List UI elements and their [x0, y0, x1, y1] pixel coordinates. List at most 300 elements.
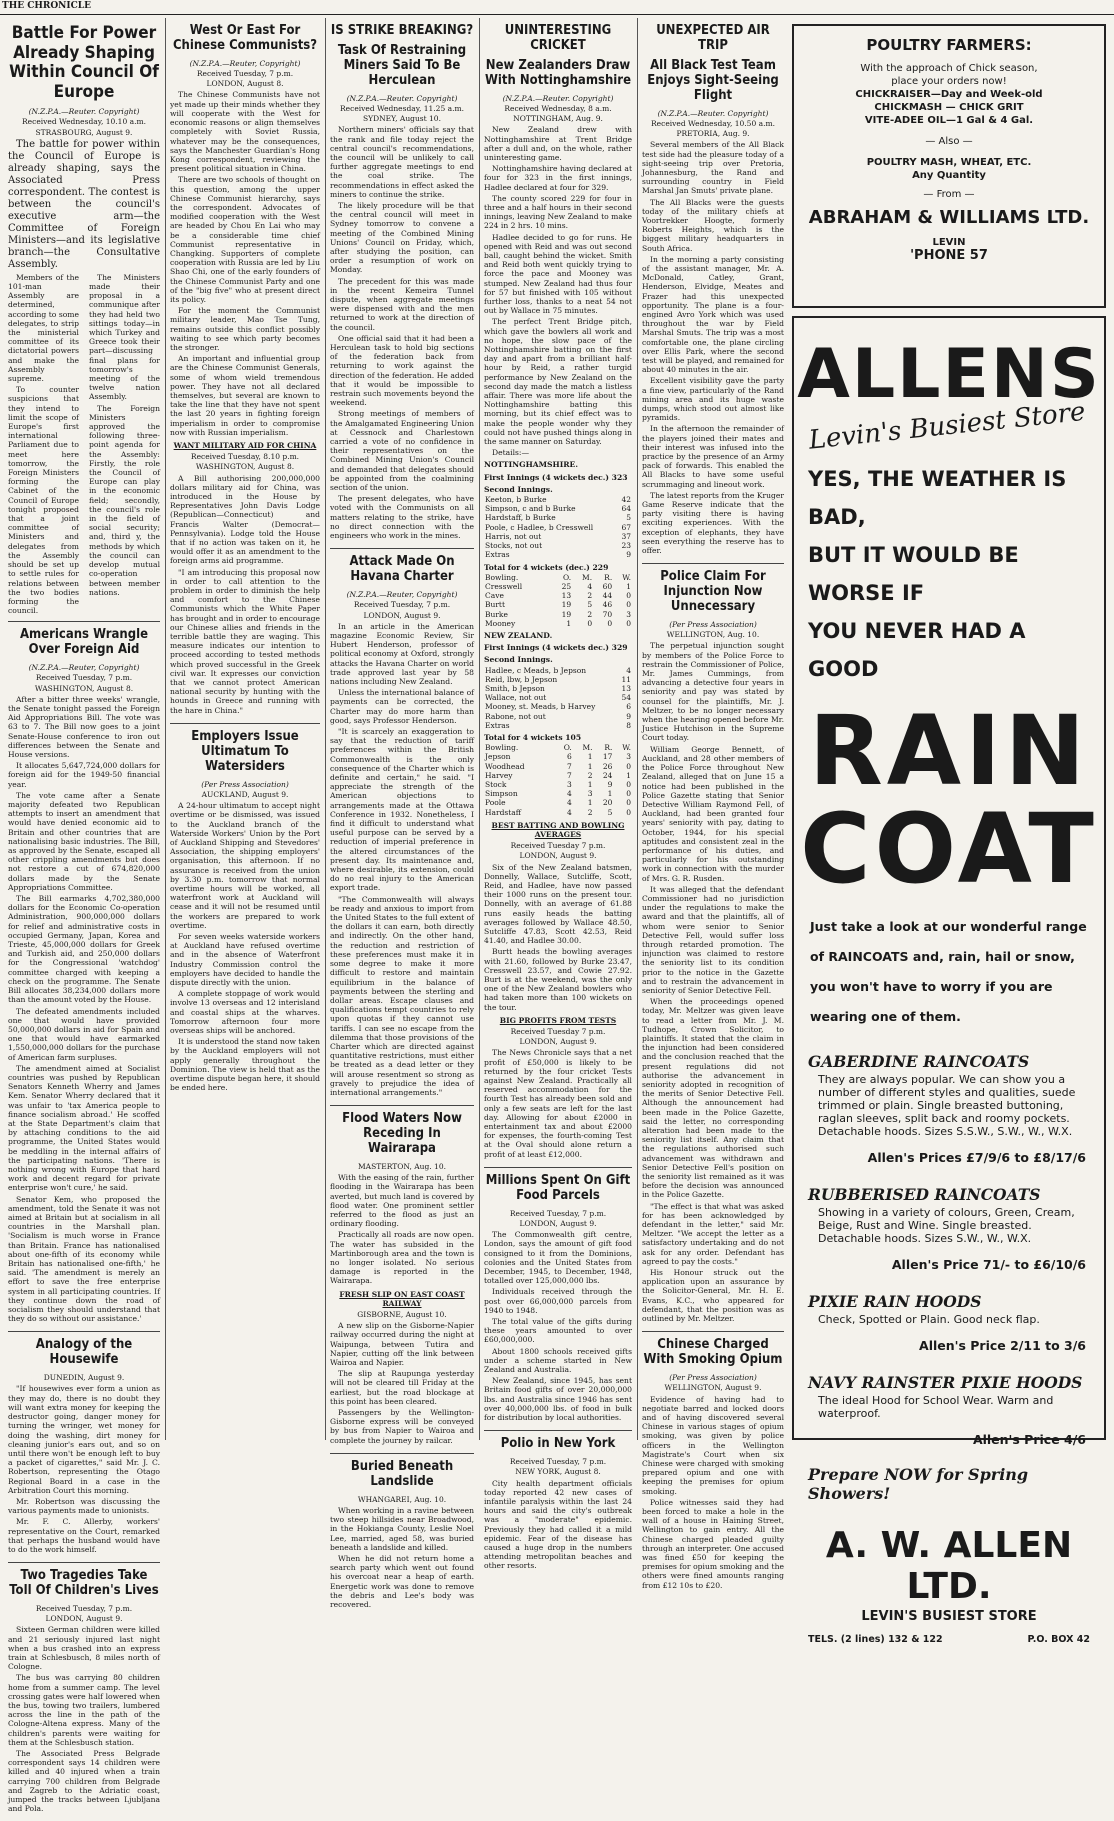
story-paragraph: Several members of the All Black test side had the pleasure today of a sight-seeing trip over Pretoria, Johannesburg, the Rand and surrounding country in Field Marshal Jan Smuts' private plane.	[642, 140, 784, 196]
allens-brand: ALLENS	[797, 335, 1101, 414]
story-paragraph: Police witnesses said they had been forced to make a hole in the wall of a house in Haining Street, Wellington to gain entry. All the Chinese charged pleaded guilty through an interpreter. One accused was fined £50 for keeping the premises for opium smoking and the others were fined amounts ranging from £12 10s to £20.	[642, 1497, 784, 1590]
batsman: Rabone, not out	[485, 711, 546, 721]
story-paragraph: The Chinese Communists have not yet made up their minds whether they will cooperate with the West for economic reasons or align themselves completely with Soviet Russia, whatever may be the consequences, says the Manchester Guardian's Hong Kong correspondent, reviewing the present political situation in China.	[170, 90, 320, 174]
story-headline: All Black Test Team Enjoys Sight-Seeing Flight	[647, 57, 779, 103]
ad-also: — Also —	[925, 136, 973, 147]
news-story	[484, 1168, 632, 1431]
column-rule	[325, 18, 326, 1440]
news-story	[642, 1332, 784, 1598]
bowling-figure: 7	[567, 770, 572, 780]
bowling-figure: 0	[626, 779, 631, 789]
story-paragraph: The likely procedure will be that the central council will meet in Sydney tomorrow to convene a meeting of the Combined Mining Unions' Council on Friday, which, after studying the position, can order a resumption of work on Monday.	[330, 200, 474, 275]
story-headline: Chinese Charged With Smoking Opium	[643, 1337, 783, 1368]
ad-po-box: P.O. BOX 42	[1027, 1634, 1090, 1645]
bowling-figure: 0	[626, 618, 631, 628]
bowling-figure: 4	[567, 807, 572, 817]
bowling-row	[484, 619, 632, 628]
news-story	[642, 564, 784, 1332]
column-3	[330, 18, 474, 1609]
batsman: Keeton, b Burke	[485, 495, 547, 505]
story-received: Received Tuesday, 7 p.m.	[509, 1457, 607, 1467]
story-paragraph: Burtt heads the bowling averages with 21.60, followed by Burke 23.47, Cresswell 23.57, and Cowie 27.92. Burt is at the weekend, was the only one of the New Zealand bowlers who had taken more than 100 wickets on the tour.	[484, 947, 632, 1012]
product-name: PIXIE RAIN HOODS	[808, 1292, 982, 1311]
bowling-figure: 1	[587, 798, 593, 808]
product-description: They are always popular. We can show you a number of different styles and qualities, suede trimmed or plain. Single breasted buttoning, raglan sleeves, split back and roomy pockets. Detachable hoods. Sizes S.S.W., S.W., W., W.X.	[818, 1073, 1076, 1138]
news-story	[8, 622, 160, 1332]
story-kicker: UNEXPECTED AIR TRIP	[656, 23, 770, 53]
column-5	[642, 18, 784, 1590]
runs: 64	[621, 504, 631, 514]
story-paragraph: "It is scarcely an exaggeration to say that the reduction of tariff preferences within the British Commonwealth is the only consequence of the Charter which is definite and certain," he said. "I appreciate the strength of the American objections to arrangements made at the Ottawa Conference in 1932. Nonetheless, I find it difficult to understand what useful purpose can be served by a reduction of imperial preference in the altered circumstances of the present day. Its maintenance and, where desirable, its extension, could do no real injury to the American export trade.	[330, 727, 474, 893]
story-credit: (N.Z.P.A.—Reuter, Copyright)	[28, 663, 140, 673]
story-paragraph: It allocates 5,647,724,000 dollars for foreign aid for the 1949-50 financial year.	[8, 761, 160, 789]
batting-row	[484, 712, 632, 721]
bowler: Mooney	[485, 618, 516, 628]
batting-row	[484, 523, 632, 532]
story-paragraph: The perfect Trent Bridge pitch, which gave the bowlers all work and no hope, the slow pace of the Nottinghamshire batting on the first day and apart from a brilliant half-hour by Reid, a rather turgid performance by New Zealand on the second day made the match a listless affair. There was more life about the Nottinghamshire batting this morning, but its chief effect was to make the people wonder why they could not have pushed things along in the same manner on Saturday.	[484, 317, 632, 447]
bowling-table	[484, 573, 632, 628]
story-paragraph: It was alleged that the defendant Commissioner had no jurisdiction under the regulations to make the award and that the plaintiffs, all of whom were senior to Senior Detective Fell, would suffer loss through retarded promotion. The injunction was claimed to restore the seniority list to its condition prior to the notice in the Gazette and to restrain the advancement in seniority of Senior Detective Fell.	[642, 884, 784, 995]
runs: 37	[621, 531, 631, 541]
story-credit: (N.Z.P.A.—Reuter, Copyright)	[189, 58, 301, 68]
news-story	[484, 18, 632, 1168]
ad-headline-line: BUT IT WOULD BE WORSE IF	[808, 543, 1019, 605]
story-headline: Flood Waters Now Receding In Wairarapa	[342, 1111, 462, 1157]
story-paragraph: With the easing of the rain, further flooding in the Wairarapa has been averted, but much land is covered by flood water. One prominent settler referred to the flood as just an ordinary flooding.	[330, 1173, 474, 1229]
story-dateline: WELLINGTON, Aug. 10.	[666, 630, 760, 640]
scorecard-total: Total for 4 wickets 105	[484, 732, 582, 742]
story-paragraph: When the proceedings opened today, Mr. Meltzer was given leave to read a letter from Mr. J. M. Tudhope, Crown Solicitor, to plaintiffs. It stated that the claim in the injunction had been considered and the conclusion reached that the present regulations did not authorise the advancement in seniority adopted in recognition of the merits of Senior Detective Fell. Although the announcement had been made in the Police Gazette, said the letter, no corresponding alteration had been made to the seniority list itself. Any claim that the regulations authorised such advancement was withdrawn and Senior Detective Fell's position on the seniority list remained as it was before the decision was announced in the Police Gazette.	[642, 997, 784, 1200]
story-paragraph: His Honour struck out the application upon an assurance by the Solicitor-General, Mr. H. E. Evans, K.C., who appeared for defendant, that the position was as outlined by Mr. Meltzer.	[642, 1268, 784, 1324]
bowling-row	[484, 610, 632, 619]
ad-line: With the approach of Chick season,	[860, 63, 1038, 74]
bowling-row	[484, 789, 632, 798]
bowling-header-cell: M.	[582, 743, 593, 753]
story-headline: Millions Spent On Gift Food Parcels	[485, 1172, 631, 1203]
ad-busiest-store: LEVIN'S BUSIEST STORE	[861, 1609, 1037, 1624]
story-paragraph: The total value of the gifts during these years amounted to over £60,000,000.	[484, 1317, 632, 1345]
allens-tagline: Levin's Busiest Store	[807, 396, 1087, 456]
batting-row	[484, 504, 632, 513]
story-paragraph: The Associated Press Belgrade correspondent says 14 children were killed and 40 injured when a train carrying 700 children from Belgrade and Zagreb to the Adriatic coast, jumped the tracks between Ljubljana and Pola.	[8, 1749, 160, 1814]
runs: 8	[626, 720, 631, 730]
bowling-figure: 20	[602, 798, 613, 808]
story-dateline: LONDON, August 9.	[45, 1614, 123, 1624]
story-paragraph: A complete stoppage of work would involve 13 overseas and 12 interisland and coastal ships at the wharves. Tomorrow afternoon four more overseas ships will be anchored.	[170, 989, 320, 1035]
story-received: Received Wednesday, 8 a.m.	[504, 103, 612, 113]
story-received: Received Wednesday, 10.10 a.m.	[22, 117, 146, 127]
news-story	[170, 18, 320, 724]
story-paragraph: Hadlee decided to go for runs. He opened with Reid and was out second ball, caught behind the wicket. Smith and Reid both went quickly trying to force the pace and Mooney was stumped. New Zealand had thus four for 57 but finished with 105 without further loss, thanks to a neat 54 not out by Wallace in 75 minutes.	[484, 232, 632, 316]
story-dateline: STRASBOURG, August 9.	[35, 127, 133, 137]
product-price: Allen's Price 4/6	[972, 1432, 1086, 1447]
bowling-row	[484, 600, 632, 609]
bowler: Harvey	[485, 770, 513, 780]
story-paragraph: An important and influential group are the Chinese Communist Generals, some of whom wield tremendous power. They have not all declared themselves, but several are known to take the line that they have not spent the last 20 years in fighting foreign imperialism in order to compromise now with Russian imperialism.	[170, 354, 320, 437]
ad-line: CHICKMASH — CHICK GRIT	[874, 102, 1024, 113]
bowling-figure: 3	[567, 779, 572, 789]
story-dateline: WASHINGTON, August 8.	[195, 462, 295, 472]
story-received: Received Tuesday, 7 p.m.	[509, 1208, 607, 1218]
bowling-figure: 0	[587, 618, 593, 628]
bowling-figure: 46	[602, 600, 613, 610]
story-kicker: IS STRIKE BREAKING?	[330, 23, 474, 38]
bowling-figure: 1	[587, 752, 593, 762]
product-price: Allen's Price 2/11 to 3/6	[919, 1338, 1086, 1353]
news-story	[330, 18, 474, 549]
story-headline: New Zealanders Draw With Nottinghamshire	[484, 57, 632, 88]
masthead: THE CHRONICLE	[2, 1, 91, 11]
bowler: Poole	[485, 798, 506, 808]
story-paragraph: There are two schools of thought on this question, among the upper Chinese Communist hierarchy, says the correspondent. Advocates of modified cooperation with the West are headed by Chou En Lai who may be a considerable time chief Communist representative in Changking. Supporters of complete cooperation with Russia are led by Liu Shao Chi, one of the early founders of the Chinese Communist Party and one of the "big five" who at present direct its policy.	[170, 175, 320, 304]
bowling-figure: 4	[567, 789, 572, 799]
story-headline: Task Of Restraining Miners Said To Be Herculean	[337, 42, 467, 88]
batting-table	[484, 495, 632, 559]
bowling-header	[484, 743, 632, 752]
bowling-figure: 7	[567, 761, 572, 771]
news-story	[170, 724, 320, 1101]
story-dateline: LONDON, August 9.	[519, 851, 597, 861]
bowler: Hardstaff	[485, 807, 522, 817]
batsman: Extras	[485, 550, 510, 560]
ad-from: — From —	[923, 189, 975, 200]
story-credit: (N.Z.P.A.—Reuter. Copyright)	[502, 93, 614, 103]
batting-row	[484, 675, 632, 684]
bowling-figure: 44	[602, 591, 613, 601]
bowler: Cresswell	[485, 581, 523, 591]
story-paragraph: About 1800 schools received gifts under a scheme started in New Zealand and Australia.	[484, 1346, 632, 1375]
news-story	[8, 1332, 160, 1563]
bowling-figure: 1	[626, 770, 631, 780]
runs: 9	[626, 711, 631, 721]
bowler: Stock	[485, 779, 507, 789]
story-paragraph: Strong meetings of members of the Amalgamated Engineering Union at Cessnock and Charlestown carried a vote of no confidence in their representatives on the Combined Mining Union's Council and demanded that delegates should be appointed from the coalmining section of the union.	[330, 409, 474, 493]
story-paragraph: Members of the 101-man Assembly are determined, according to some delegates, to strip the ministerial committee of its dictatorial powers and make the Assembly supreme.	[8, 272, 79, 384]
batting-table	[484, 666, 632, 730]
story-credit: (Per Press Association)	[669, 620, 757, 630]
bowling-header-cell: W.	[622, 572, 631, 582]
story-headline: Battle For Power Already Shaping Within Council Of Europe	[9, 23, 159, 102]
bowler: Burke	[485, 609, 508, 619]
ad-firm-name: ABRAHAM & WILLIAMS LTD.	[808, 207, 1090, 228]
story-paragraph: Mr. F. C. Allerby, workers' representative on the Court, remarked that perhaps the husband would have to do the work himself.	[8, 1517, 160, 1554]
batsman: Smith, b Jepson	[485, 683, 545, 693]
bowling-header-cell: W.	[622, 743, 631, 753]
bowling-figure: 60	[602, 581, 613, 591]
bowling-figure: 26	[602, 761, 613, 771]
bowling-row	[484, 808, 632, 817]
batting-row	[484, 684, 632, 693]
bowling-figure: 4	[567, 798, 572, 808]
scorecard-total: Total for 4 wickets (dec.) 229	[484, 562, 609, 572]
story-received: Received Tuesday, 8.10 p.m.	[190, 452, 300, 462]
batsman: Hadlee, c Meads, b Jepson	[485, 665, 587, 675]
batsman: Wallace, not out	[485, 693, 547, 703]
batsman: Harris, not out	[485, 531, 542, 541]
story-received: Received Tuesday 7 p.m.	[510, 841, 606, 851]
ad-coat-word: COAT	[800, 793, 1098, 905]
bowling-figure: 24	[602, 770, 613, 780]
scorecard-innings: First Innings (4 wickets dec.) 329	[484, 643, 628, 653]
news-story	[330, 549, 474, 1106]
story-dateline: LONDON, August 9.	[519, 1218, 597, 1228]
story-paragraph: A new slip on the Gisborne-Napier railway occurred during the night at Waipunga, between Tutira and Napier, cutting off the link between Wairoa and Napier.	[330, 1321, 474, 1368]
story-paragraph: The slip at Raupunga yesterday will not be cleared till Friday at the earliest, but the road blockage at this point has been cleared.	[330, 1369, 474, 1406]
story-dateline: LONDON, August 9.	[519, 1037, 597, 1047]
poultry-advert	[792, 24, 1106, 308]
story-dateline: SYDNEY, August 10.	[363, 114, 441, 124]
story-dateline: LONDON, August 9.	[363, 610, 441, 620]
runs: 5	[626, 513, 631, 523]
ad-line: Any Quantity	[912, 170, 986, 181]
scorecard-innings: Second Innings.	[484, 655, 553, 665]
bowling-figure: 5	[587, 600, 593, 610]
story-paragraph: In an article in the American magazine Economic Review, Sir Hubert Henderson, professor of political economy at Oxford, strongly attacks the Havana Charter on world trade approved last year by 58 nations including New Zealand.	[330, 621, 474, 686]
story-credit: (Per Press Association)	[669, 1373, 757, 1383]
story-subheading: BIG PROFITS FROM TESTS	[499, 1015, 617, 1025]
ad-line: CHICKRAISER—Day and Week-old	[855, 89, 1043, 100]
bowling-figure: 0	[626, 798, 631, 808]
bowling-header-cell: O.	[563, 743, 572, 753]
allens-advert	[792, 316, 1106, 1645]
story-paragraph: Sixteen German children were killed and 21 seriously injured last night when a bus crashed into an express train at Schlesbusch, 8 miles north of Cologne.	[8, 1625, 160, 1672]
story-received: Received Wednesday, 11.25 a.m.	[340, 103, 464, 113]
story-subheading: WANT MILITARY AID FOR CHINA	[173, 441, 317, 450]
bowling-figure: 0	[626, 591, 631, 601]
story-paragraph: When he did not return home a search party which went out found his overcoat near a heap of earth. Energetic work was done to remove the debris and Lee's body was recovered.	[330, 1553, 474, 1609]
story-paragraph: The Ministers made their proposal in a communique after they had held two sittings today—in which Turkey and Greece took their part—discussing final plans for tomorrow's meeting of the twelve nation Assembly.	[89, 272, 160, 402]
ad-headline-line: YOU NEVER HAD A GOOD	[808, 619, 1026, 681]
story-dateline: WELLINGTON, August 9.	[664, 1383, 762, 1393]
ad-body-text: Just take a look at our wonderful range of RAINCOATS and, rain, hail or snow, you won't have to worry if you are wearing one of them.	[810, 919, 1087, 1024]
column-1	[8, 18, 160, 1814]
bowling-header-cell: O.	[563, 572, 572, 582]
story-received: Received Tuesday, 7 p.m.	[196, 69, 294, 79]
runs: 6	[626, 702, 631, 712]
story-paragraph: When working in a ravine between two steep hillsides near Broadwood, in the Hokianga County, Leslie Noel Lee, married, aged 58, was buried beneath a landslide and killed.	[330, 1505, 474, 1552]
story-subheading: BEST BATTING AND BOWLING AVERAGES	[491, 820, 625, 839]
masthead-bar	[0, 0, 1114, 15]
story-dateline: LONDON, August 8.	[206, 79, 284, 89]
story-paragraph: The Foreign Ministers approved the following three-point agenda for the Assembly: Firstly, the role the Council of Europe can play in the economic field; secondly, the council's role in the field of social security; and, third y, the methods by which the council can develop mutual co-operation between member nations.	[89, 403, 160, 597]
runs: 13	[621, 683, 631, 693]
news-story	[484, 1431, 632, 1578]
bowling-figure: 3	[587, 789, 593, 799]
ad-line: place your orders now!	[891, 76, 1007, 87]
story-dateline: MASTERTON, Aug. 10.	[358, 1161, 446, 1171]
story-paragraph: The bus was carrying 80 children home from a summer camp. The level crossing gates were half lowered when the bus, towing two trailers, lumbered across the line in the path of the Cologne-Altena express. Many of the children's parents were waiting for them at the Schlesbusch station.	[8, 1673, 160, 1747]
story-paragraph: A Bill authorising 200,000,000 dollars military aid for China, was introduced in the House by Representatives John Davis Lodge (Republican—Connecticut) and Francis Walter (Democrat—Pennsylvania). Lodge told the House that if no action was taken on it, he would offer it as an amendment to the foreign arms aid programme.	[170, 473, 320, 566]
story-paragraph: To counter suspicions that they intend to limit the scope of Europe's first international Parliament due to meet here tomorrow, the Foreign Ministers forming the Cabinet of the Council of Europe tonight proposed that a joint committee of Ministers and delegates from the Assembly should be set up to settle rules for relations between the two bodies forming the council.	[8, 385, 79, 616]
story-paragraph: Details:—	[492, 448, 530, 458]
bowler: Burtt	[485, 600, 505, 610]
bowling-figure: 4	[587, 581, 593, 591]
ad-phone: 'PHONE 57	[910, 248, 988, 263]
bowling-figure: 2	[587, 591, 593, 601]
story-paragraph: The Commonwealth gift centre, London, says the amount of gift food consigned to it from the Dominions, colonies and the United States from December, 1945, to December, 1948, totalled over 125,000,000 lbs.	[484, 1230, 632, 1286]
story-credit: (N.Z.P.A.—Reuter. Copyright)	[28, 107, 140, 117]
story-paragraph: For seven weeks waterside workers at Auckland have refused overtime and in the absence of Waterfront Industry Commission control the employers have decided to handle the dispute directly with the union.	[170, 931, 320, 987]
product-name: NAVY RAINSTER PIXIE HOODS	[808, 1373, 1083, 1392]
story-dateline: NEW YORK, August 8.	[515, 1467, 601, 1477]
scorecard-innings: Second Innings.	[484, 484, 553, 494]
story-headline: Attack Made On Havana Charter	[349, 554, 455, 585]
story-paragraph: "The Commonwealth will always be ready and anxious to import from the United States to the full extent of the dollars it can earn, both directly and indirectly. On the other hand, the reduction and restriction of these preferences must make it in some degree to make it more difficult to restore and maintain equilibrium in the balance of payments between the sterling and dollar areas. Escape clauses and qualifications tempt countries to rely upon quotas if they cannot use tariffs. I can see no escape from the dilemma that those provisions of the Charter which are directed against quantitative restrictions, must either be treated as a dead letter or they will arouse resentment so strong as gravely to prejudice the idea of international arrangements."	[330, 894, 474, 1097]
batting-row	[484, 666, 632, 675]
bowling-header-cell: Bowling.	[485, 572, 519, 582]
batsman: Hardstaff, b Burke	[485, 513, 556, 523]
story-credit: (N.Z.P.A.—Reuter. Copyright)	[657, 108, 769, 118]
ad-town: LEVIN	[932, 237, 966, 248]
story-headline: Buried Beneath Landslide	[350, 1458, 454, 1489]
bowling-header-cell: M.	[582, 572, 593, 582]
bowling-figure: 19	[561, 609, 572, 619]
runs: 4	[626, 665, 631, 675]
column-rule	[479, 18, 480, 1440]
bowling-figure: 19	[561, 600, 572, 610]
bowling-figure: 0	[626, 789, 631, 799]
bowling-row	[484, 591, 632, 600]
story-paragraph: William George Bennett, of Auckland, and 28 other members of the Police Force throughout New Zealand, alleged that on June 15 a notice had been published in the Police Gazette stating that Senior Detective William Raymond Fell, of Auckland, had been granted four years' seniority with pay, dating to October, 1944, for his special aptitudes and consistent zeal in the performance of his duties, and particularly for his outstanding work in connection with the murder of Mrs. G. R. Rusden.	[642, 744, 784, 883]
story-kicker: UNINTERESTING CRICKET	[504, 23, 612, 53]
batsman: Stocks, not out	[485, 541, 543, 551]
story-dateline: AUCKLAND, August 9.	[201, 789, 289, 799]
story-subheading: FRESH SLIP ON EAST COAST RAILWAY	[339, 1289, 465, 1308]
story-paragraph: Senator Kem, who proposed the amendment, told the Senate it was not aimed at Britain but at socialism in all countries in the Marshall plan. 'Socialism is much worse in France than Britain. France has nationalised about one-fifth of its economy while Britain has nationalised one-fifth,' he said. 'The amendment is merely an effort to save the free enterprise system in all participating countries. If they continue down the road of socialism they should understand that they do so without our assistance.'	[8, 1194, 160, 1324]
batting-row	[484, 702, 632, 711]
ad-headline-line: YES, THE WEATHER IS BAD,	[808, 467, 1067, 529]
column-2	[170, 18, 320, 1442]
story-paragraph: The latest reports from the Kruger Game Reserve indicate that the party visiting there is having exciting experiences. With the exception of elephants, they have seen everything the reserve has to offer.	[642, 490, 784, 556]
story-paragraph: The Bill earmarks 4,702,380,000 dollars for the Economic Co-operation Administration, 900,000,000 dollars for relief and administrative costs in occupied Germany, Japan, Korea and Trieste, 45,000,000 dollars for Greek and Turkish aid, and 250,000 dollars for the Congressional 'watchdog' committee charged with keeping a check on the programme. The Senate Bill allocates 38,234,000 dollars more than the amount voted by the House.	[8, 894, 160, 1005]
story-paragraph: Practically all roads are now open. The water has subsided in the Martinborough area and the town is no longer isolated. No serious damage is reported in the Wairarapa.	[330, 1230, 474, 1286]
story-paragraph: For the moment the Communist military leader, Mao Tse Tung, remains outside this conflict possibly waiting to see which party becomes the stronger.	[170, 306, 320, 352]
story-paragraph: The News Chronicle says that a net profit of £50,000 is likely to be returned by the four cricket Tests against New Zealand. Practically all reserved accommodation for the fourth Test has already been sold and only a few seats are left for the last day. Allowing for about £2000 in entertainment tax and about £2000 for expenses, the fourth-coming Test at the Oval should alone return a profit of at least £12,000.	[484, 1048, 632, 1159]
scorecard-innings: First Innings (4 wickets dec.) 323	[484, 472, 628, 482]
story-dateline: PRETORIA, Aug. 9.	[676, 129, 750, 139]
story-received: Received Tuesday, 7 p.m.	[353, 600, 451, 610]
story-body	[8, 273, 160, 616]
ad-firm-name: A. W. ALLEN LTD.	[825, 1525, 1073, 1607]
ad-call-to-action: Prepare NOW for Spring Showers!	[808, 1465, 1029, 1503]
story-dateline: GISBORNE, August 10.	[357, 1310, 447, 1319]
product-description: The ideal Hood for School Wear. Warm and waterproof.	[818, 1394, 1054, 1420]
bowling-header-cell: R.	[604, 572, 613, 582]
ad-rain-word: RAIN	[808, 695, 1090, 807]
story-paragraph: Unless the international balance of payments can be corrected, the Charter may do more harm than good, says Professor Henderson.	[330, 688, 474, 725]
ad-line: VITE-ADEE OIL—1 Gal & 4 Gal.	[864, 115, 1034, 126]
runs: 54	[621, 693, 631, 703]
scorecard-team-title: NOTTINGHAMSHIRE.	[484, 460, 578, 470]
news-story	[330, 1454, 474, 1617]
column-rule	[637, 18, 638, 1440]
batsman: Poole, c Hadlee, b Cresswell	[485, 522, 594, 532]
runs: 23	[621, 541, 631, 551]
story-headline: Police Claim For Injunction Now Unnecessary	[660, 569, 766, 615]
story-paragraph: It is understood the stand now taken by the Auckland employers will not apply generally throughout the Dominion. The view is held that as the overtime dispute began here, it should be ended here.	[170, 1037, 320, 1093]
bowling-header-cell: R.	[604, 743, 613, 753]
product-name: RUBBERISED RAINCOATS	[808, 1185, 1041, 1204]
bowling-figure: 1	[587, 761, 593, 771]
story-headline: West Or East For Chinese Communists?	[172, 23, 318, 53]
batsman: Extras	[485, 720, 510, 730]
story-dateline: WHANGAREI, Aug. 10.	[357, 1494, 447, 1504]
bowling-table	[484, 743, 632, 817]
bowling-row	[484, 798, 632, 807]
story-paragraph: Excellent visibility gave the party a fine view, particularly of the Rand mining area and its huge waste dumps, which stood out almost like pyramids.	[642, 376, 784, 423]
story-paragraph: In the afternoon the remainder of the players joined their mates and their interest was infused into the practice by the presence of an Army pack of forwards. This enabled the All Blacks to have some useful scrummaging and lineout work.	[642, 424, 784, 489]
news-story	[8, 1563, 160, 1821]
batting-row	[484, 532, 632, 541]
product-list	[794, 1052, 1104, 1447]
story-paragraph: A 24-hour ultimatum to accept night overtime or be dismissed, was issued to the Auckland branch of the Waterside Workers' Union by the Port of Auckland Shipping and Stevedores' Association, the shipping employers' organisation, this afternoon. If no assurance is received from the union by 3.30 p.m. tomorrow that normal overtime hours will be worked, all waterfront work at Auckland will cease and it will not be resumed until the workers are prepared to work overtime.	[170, 801, 320, 930]
batting-row	[484, 550, 632, 559]
scorecard-team-title: NEW ZEALAND.	[484, 630, 553, 640]
bowling-figure: 3	[626, 752, 631, 762]
bowling-figure: 0	[626, 761, 631, 771]
runs: 9	[626, 550, 631, 560]
bowling-row	[484, 771, 632, 780]
ad-title: POULTRY FARMERS:	[866, 36, 1032, 54]
bowling-figure: 2	[587, 807, 593, 817]
bowling-figure: 1	[566, 618, 572, 628]
story-paragraph: The precedent for this was made in the recent Kemeira Tunnel dispute, when aggregate meetings were dispensed with and the men returned to work at the direction of the council.	[330, 276, 474, 332]
batsman: Reid, lbw, b Jepson	[485, 674, 558, 684]
bowling-figure: 1	[607, 789, 613, 799]
news-story	[642, 18, 784, 564]
story-paragraph: The vote came after a Senate majority defeated two Republican attempts to insert an amendment that would have denied economic aid to Britain and other countries that are nationalising basic industries. The Bill, as approved by the Senate, escaped all other crippling amendments but does not restore a cut of 674,820,000 dollars made by the Senate Appropriations Committee.	[8, 790, 160, 892]
story-headline: Analogy of the Housewife	[35, 1337, 133, 1368]
bowling-figure: 5	[607, 807, 613, 817]
product-name: GABERDINE RAINCOATS	[808, 1052, 1030, 1071]
runs: 67	[621, 522, 631, 532]
story-paragraph: "I am introducing this proposal now in order to call attention to the problem in order to diminish the help and comfort to the Chinese Communists which the White Paper has brought and in order to encourage our Chinese allies and friends in the terrible battle they are waging. This measure indicates our intention to proceed according to tested methods which proved successful in the Greek civil war. It expresses our conviction that we cannot protect American national security by hunting with the hounds in Greece and running with the hare in China."	[170, 567, 320, 715]
news-story	[330, 1106, 474, 1454]
story-headline: Polio in New York	[500, 1436, 616, 1452]
story-paragraph: One official said that it had been a Herculean task to hold big sections of the federation back from returning to work against the direction of the federation. He added that it would be impossible to restrain such movements beyond the weekend.	[330, 333, 474, 408]
news-story	[8, 18, 160, 622]
bowling-header-cell: Bowling.	[485, 743, 519, 753]
bowling-figure: 13	[561, 591, 572, 601]
column-4	[484, 18, 632, 1571]
bowler: Simpson	[485, 789, 518, 799]
batsman: Simpson, c and b Burke	[485, 504, 576, 514]
bowling-row	[484, 752, 632, 761]
bowler: Woodhead	[485, 761, 525, 771]
batting-row	[484, 693, 632, 702]
story-paragraph: In the morning a party consisting of the assistant manager, Mr. A. McDonald, Catley, Grant, Henderson, Elvidge, Meates and Frazer had this unexpected opportunity. The plane is a four-engined Avro York which was used throughout the war by Field Marshal Smuts. The trip was a most comfortable one, the plane circling over Ellis Park, where the second test will be played, and remained for about 40 minutes in the air.	[642, 254, 784, 375]
story-paragraph: Passengers by the Wellington-Gisborne express will be conveyed by bus from Napier to Wairoa and complete the journey by railcar.	[330, 1408, 474, 1445]
story-paragraph: Nottinghamshire having declared at four for 323 in the first innings, Hadlee declared at four for 329.	[484, 164, 632, 192]
bowling-figure: 0	[626, 600, 631, 610]
story-dateline: DUNEDIN, August 9.	[43, 1373, 125, 1383]
bowling-figure: 70	[602, 609, 613, 619]
story-dateline: NOTTINGHAM, Aug. 9.	[513, 114, 603, 124]
story-paragraph: Six of the New Zealand batsmen, Donnelly, Wallace, Sutcliffe, Scott, Reid, and Hadlee, have now passed their 1000 runs on the present tour. Donnelly, with an average of 61.88 runs easily heads the batting averages followed by Wallace 48.50, Sutcliffe 47.83, Scott 42.53, Reid 41.40, and Hadlee 30.00.	[484, 862, 632, 946]
story-headline: Two Tragedies Take Toll Of Children's Lives	[9, 1568, 159, 1599]
bowling-figure: 6	[567, 752, 572, 762]
story-received: Received Tuesday, 7 p.m.	[35, 673, 133, 683]
story-received: Received Tuesday, 7 p.m.	[35, 1604, 133, 1614]
story-paragraph: The defeated amendments included one that would have provided 50,000,000 dollars in aid for Spain and one that would have earmarked 1,550,000,000 dollars for the purchase of American farm surpluses.	[8, 1006, 160, 1062]
bowling-figure: 1	[626, 581, 631, 591]
story-paragraph: The present delegates, who have voted with the Communists on all matters relating to the strike, have no direct connection with the engineers who work in the mines.	[330, 494, 474, 541]
story-paragraph: The perpetual injunction sought by members of the Police Force to restrain the Commissioner of Police, Mr. James Cummings, from advancing a detective four years in seniority and pay was stated by counsel for the plaintiffs, Mr. J. Meltzer, to be no longer necessary when the hearing opened before Mr. Justice Hutchison in the Supreme Court today.	[642, 641, 784, 743]
batting-row	[484, 721, 632, 730]
story-paragraph: New Zealand, since 1945, has sent Britain food gifts of over 20,000,000 lbs. and Australia since 1946 has sent over 40,000,000 lbs. of food in bulk for distribution by local authorities.	[484, 1376, 632, 1423]
product-description: Check, Spotted or Plain. Good neck flap.	[818, 1313, 1040, 1326]
story-paragraph: Northern miners' officials say that the rank and file today reject the central council's recommendations, the council will be unlikely to call further aggregate meetings to end the coal strike. The recommendations in effect asked the miners to continue the strike.	[330, 125, 474, 199]
